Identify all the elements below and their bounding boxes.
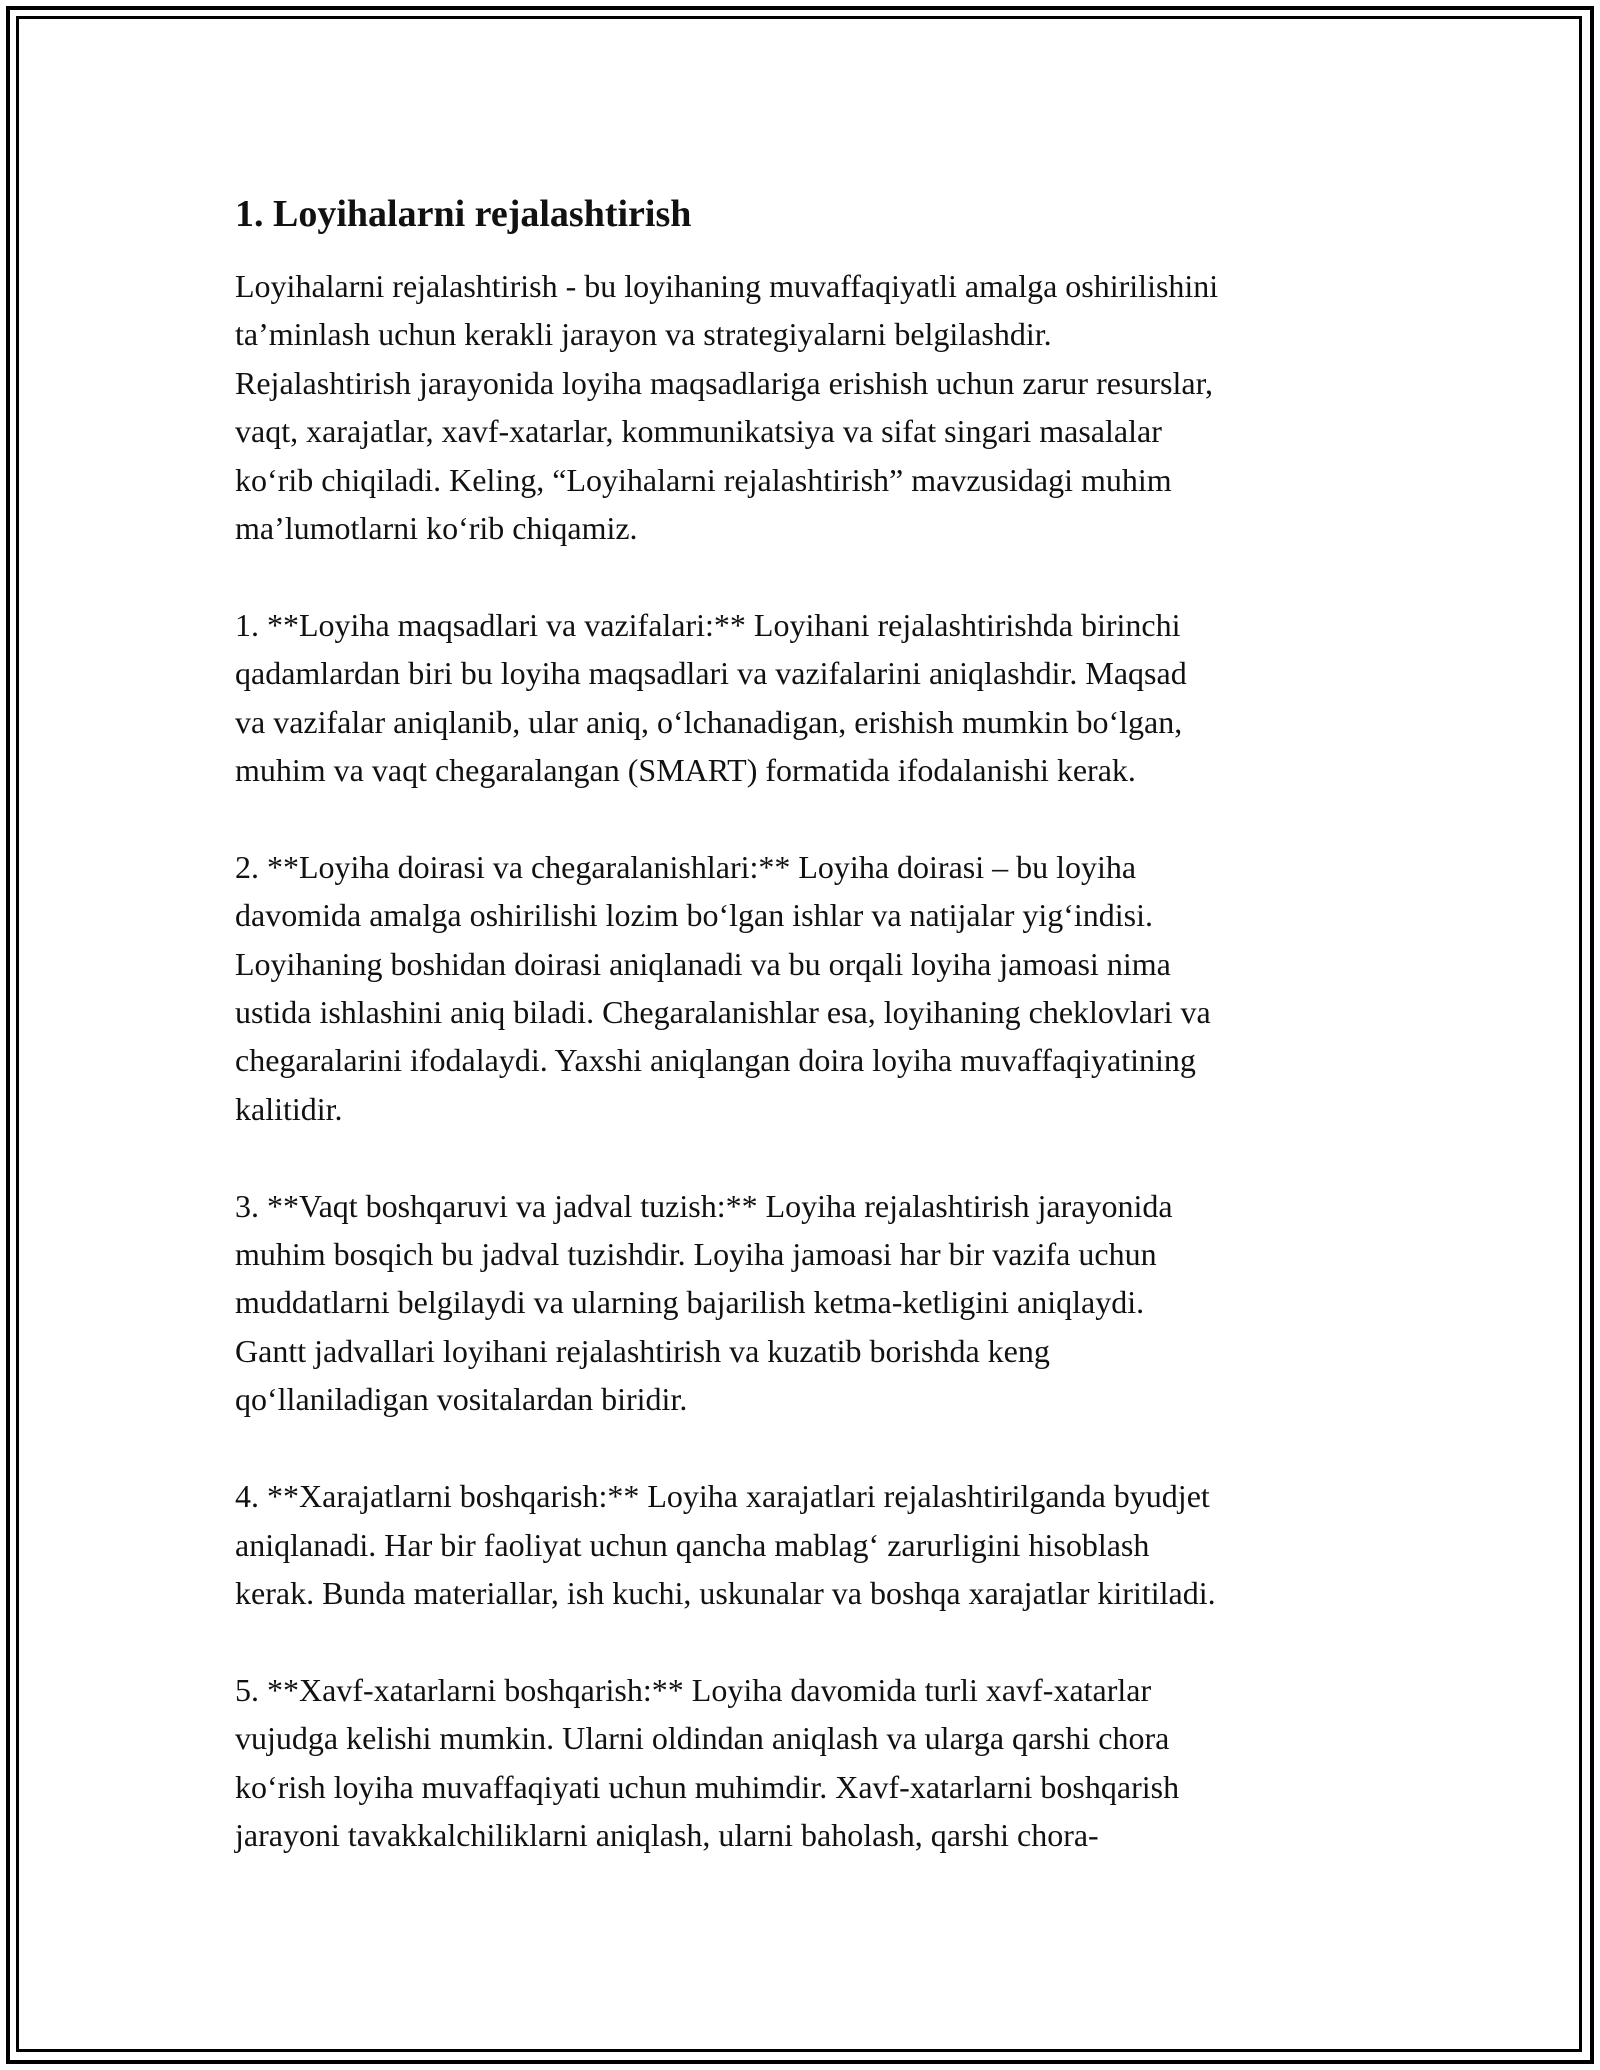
text-line: Loyihalarni rejalashtirish - bu loyihaning muvaffaqiyatli amalga oshirilishini (235, 268, 1219, 304)
text-line: ta’minlash uchun kerakli jarayon va strategiyalarni belgilashdir. (235, 316, 1052, 353)
text-line: davomida amalga oshirilishi lozim bo‘lgan ishlar va natijalar yig‘indisi. (235, 897, 1154, 934)
text-line: chegaralarini ifodalaydi. Yaxshi aniqlangan doira loyiha muvaffaqiyatining (235, 1042, 1196, 1079)
text-line: vaqt, xarajatlar, xavf-xatarlar, kommunikatsiya va sifat singari masalalar (235, 413, 1162, 450)
list-item-goals (235, 601, 1375, 795)
text-line: Rejalashtirish jarayonida loyiha maqsadlariga erishish uchun zarur resurslar, (235, 364, 1213, 401)
intro-paragraph (235, 262, 1375, 552)
text-line: 4. **Xarajatlarni boshqarish:** Loyiha xarajatlari rejalashtirilganda byudjet (235, 1478, 1210, 1515)
text-line: muhim va vaqt chegaralangan (SMART) formatida ifodalanishi kerak. (235, 752, 1136, 789)
text-line: va vazifalar aniqlanib, ular aniq, o‘lchanadigan, erishish mumkin bo‘lgan, (235, 703, 1183, 740)
text-line: ustida ishlashini aniq biladi. Chegaralanishlar esa, loyihaning cheklovlari va (235, 994, 1211, 1031)
section-heading: 1. Loyihalarni rejalashtirish (235, 193, 692, 235)
list-item-schedule (235, 1182, 1375, 1424)
list-item-costs (235, 1472, 1375, 1617)
document-body (235, 186, 1375, 1908)
text-line: ma’lumotlarni ko‘rib chiqamiz. (235, 510, 638, 547)
text-line: 1. **Loyiha maqsadlari va vazifalari:** Loyihani rejalashtirishda birinchi (235, 606, 1181, 643)
text-line: ko‘rish loyiha muvaffaqiyati uchun muhimdir. Xavf-xatarlarni boshqarish (235, 1768, 1180, 1805)
text-line: kalitidir. (235, 1090, 343, 1127)
text-line: vujudga kelishi mumkin. Ularni oldindan aniqlash va ularga qarshi chora (235, 1720, 1170, 1757)
text-line: 3. **Vaqt boshqaruvi va jadval tuzish:** Loyiha rejalashtirish jarayonida (235, 1187, 1173, 1224)
text-line: 2. **Loyiha doirasi va chegaralanishlari:** Loyiha doirasi – bu loyiha (235, 848, 1137, 885)
text-line: 5. **Xavf-xatarlarni boshqarish:** Loyiha davomida turli xavf-xatarlar (235, 1671, 1152, 1708)
text-line: muhim bosqich bu jadval tuzishdir. Loyiha jamoasi har bir vazifa uchun (235, 1236, 1157, 1273)
text-line: ko‘rib chiqiladi. Keling, “Loyihalarni rejalashtirish” mavzusidagi muhim (235, 461, 1172, 498)
text-line: qo‘llaniladigan vositalardan biridir. (235, 1381, 688, 1418)
text-line: Gantt jadvallari loyihani rejalashtirish va kuzatib borishda keng (235, 1332, 1050, 1369)
text-line: qadamlardan biri bu loyiha maqsadlari va vazifalarini aniqlashdir. Maqsad (235, 655, 1187, 692)
list-item-scope (235, 843, 1375, 1133)
text-line: aniqlanadi. Har bir faoliyat uchun qancha mablag‘ zarurligini hisoblash (235, 1526, 1150, 1563)
text-line: Loyihaning boshidan doirasi aniqlanadi va bu orqali loyiha jamoasi nima (235, 945, 1171, 982)
text-line: muddatlarni belgilaydi va ularning bajarilish ketma-ketligini aniqlaydi. (235, 1284, 1145, 1321)
text-line: jarayoni tavakkalchiliklarni aniqlash, ularni baholash, qarshi chora- (235, 1816, 1099, 1853)
text-line: kerak. Bunda materiallar, ish kuchi, uskunalar va boshqa xarajatlar kiritiladi. (235, 1574, 1216, 1611)
list-item-risks (235, 1666, 1375, 1860)
